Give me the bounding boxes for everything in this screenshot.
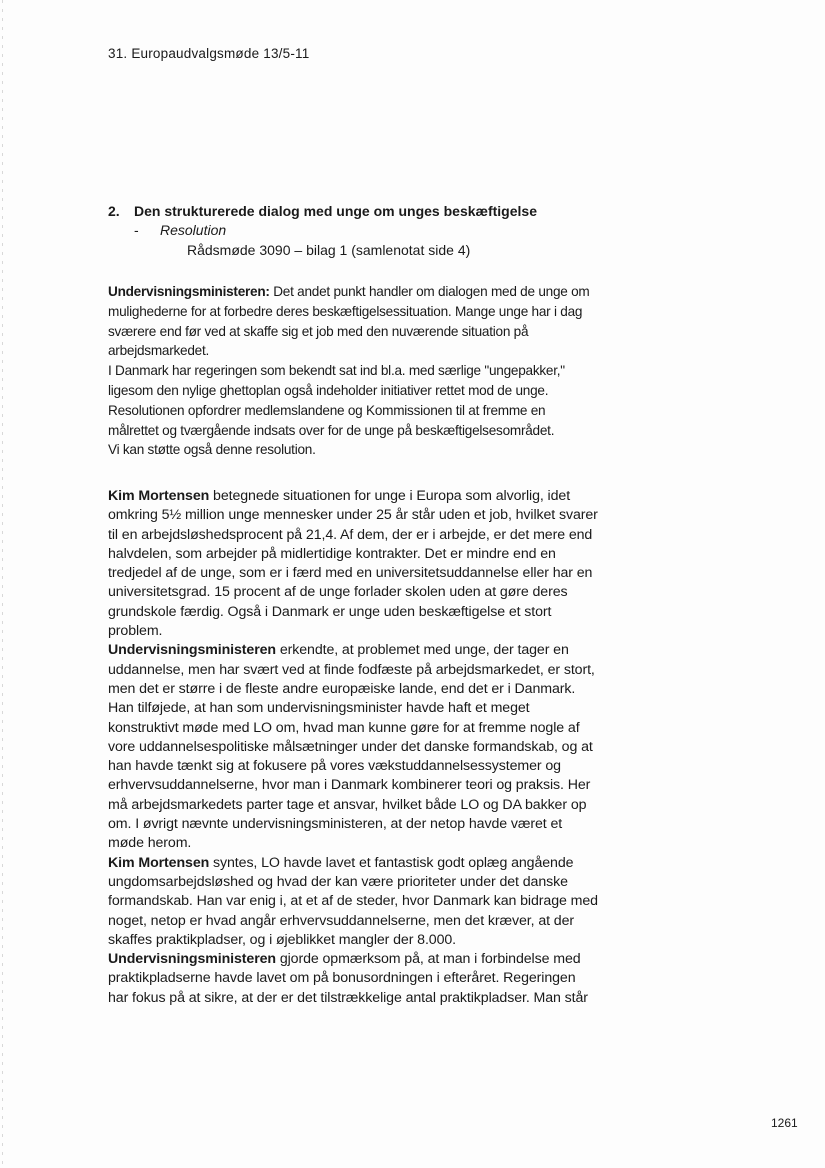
discussion-entry bbox=[108, 950, 598, 1008]
subitem-dash: - bbox=[134, 222, 139, 238]
discussion-entry bbox=[108, 854, 598, 950]
speaker-name: Undervisningsministeren bbox=[108, 642, 276, 659]
entry-text: syntes, LO havde lavet et fantastisk godt oplæg angående ungdomsarbejdsløshed og hvad der kan være prioriteter under det danske formandskab. Han var enig i, at et af de steder, hvor Danmark kan bidrage med noget, netop er hvad angår erhvervsuddannelserne, men det kræver, at der skaffes praktikpladser, og i øjeblikket mangler der 8.000. bbox=[108, 854, 598, 948]
subitem-label: Resolution bbox=[160, 222, 227, 238]
discussion-entry bbox=[108, 641, 598, 853]
agenda-subitem bbox=[134, 222, 226, 238]
agenda-item-title-text: Den strukturerede dialog med unge om unges beskæftigelse bbox=[134, 203, 537, 219]
council-reference: Rådsmøde 3090 – bilag 1 (samlenotat side 4) bbox=[187, 242, 471, 258]
scan-edge-artifact bbox=[2, 0, 3, 1168]
speaker-name: Kim Mortensen bbox=[108, 488, 210, 504]
speaker-name: Undervisningsministeren bbox=[108, 951, 276, 968]
speaker-name: Undervisningsministeren: bbox=[108, 284, 270, 299]
statement-paragraph: Vi kan støtte også denne resolution. bbox=[108, 442, 316, 458]
statement-paragraph: I Danmark har regeringen som bekendt sat ind bl.a. med særlige "ungepakker," ligesom den nylige ghettoplan også indeholder initiativer rettet mod de unge. bbox=[108, 363, 565, 398]
entry-text: erkendte, at problemet med unge, der tager en uddannelse, men har svært ved at finde fodfæste på arbejdsmarkedet, er stort, men det er større i de fleste andre europæiske lande, end det er i Danmark. Han tilføjede, at han som undervisningsminister havde haft et meget konstruktivt møde med LO om, hvad man kunne gøre for at fremme nogle af vore uddannelsespolitiske målsætninger under det danske formandskab, og at han havde tænkt sig at fokusere på vores vækstuddannelsessystemer og erhvervsuddannelserne, hvor man i Danmark kombinerer teori og praksis. Her må arbejdsmarkedets parter tage et ansvar, hvilket både LO og DA bakker op om. I øvrigt nævnte undervisningsministeren, at der netop havde været et møde herom. bbox=[108, 642, 595, 852]
speaker-name: Kim Mortensen bbox=[108, 854, 210, 871]
agenda-item-title bbox=[108, 203, 537, 219]
statement-paragraph bbox=[108, 282, 598, 361]
entry-text: gjorde opmærksom på, at man i forbindelse med praktikpladserne havde lavet om på bonusordningen i efteråret. Regeringen har fokus på at sikre, at der er det tilstrækkelige antal praktikpladser. Man står bbox=[108, 951, 588, 1006]
statement-text: Det andet punkt handler om dialogen med de unge om mulighederne for at forbedre deres beskæftigelsessituation. Mange unge har i dag sværere end før ved at skaffe sig et job med den nuværende situation på arbejdsmarkedet. bbox=[108, 284, 590, 359]
minister-statement bbox=[108, 282, 598, 460]
discussion bbox=[108, 487, 598, 1008]
entry-text: betegnede situationen for unge i Europa som alvorlig, idet omkring 5½ million unge mennesker under 25 år står uden et job, hvilket svarer til en arbejdsløshedsprocent på 21,4. Af dem, der er i arbejde, er det mere end halvdelen, som arbejder på midlertidige kontrakter. Det er mindre end en tredjedel af de unge, som er i færd med en universitetsuddannelse eller har en universitetsgrad. 15 procent af de unge forlader skolen uden at gøre deres grundskole færdig. Også i Danmark er unge uden beskæftigelse et stort problem. bbox=[108, 488, 598, 640]
page-number: 1261 bbox=[771, 1116, 798, 1130]
statement-paragraph: Resolutionen opfordrer medlemslandene og Kommissionen til at fremme en målrettet og tværgående indsats over for de unge på beskæftigelsesområdet. bbox=[108, 402, 555, 438]
discussion-entry bbox=[108, 487, 598, 641]
meeting-header: 31. Europaudvalgsmøde 13/5-11 bbox=[108, 46, 310, 61]
agenda-item-number: 2. bbox=[108, 203, 120, 219]
